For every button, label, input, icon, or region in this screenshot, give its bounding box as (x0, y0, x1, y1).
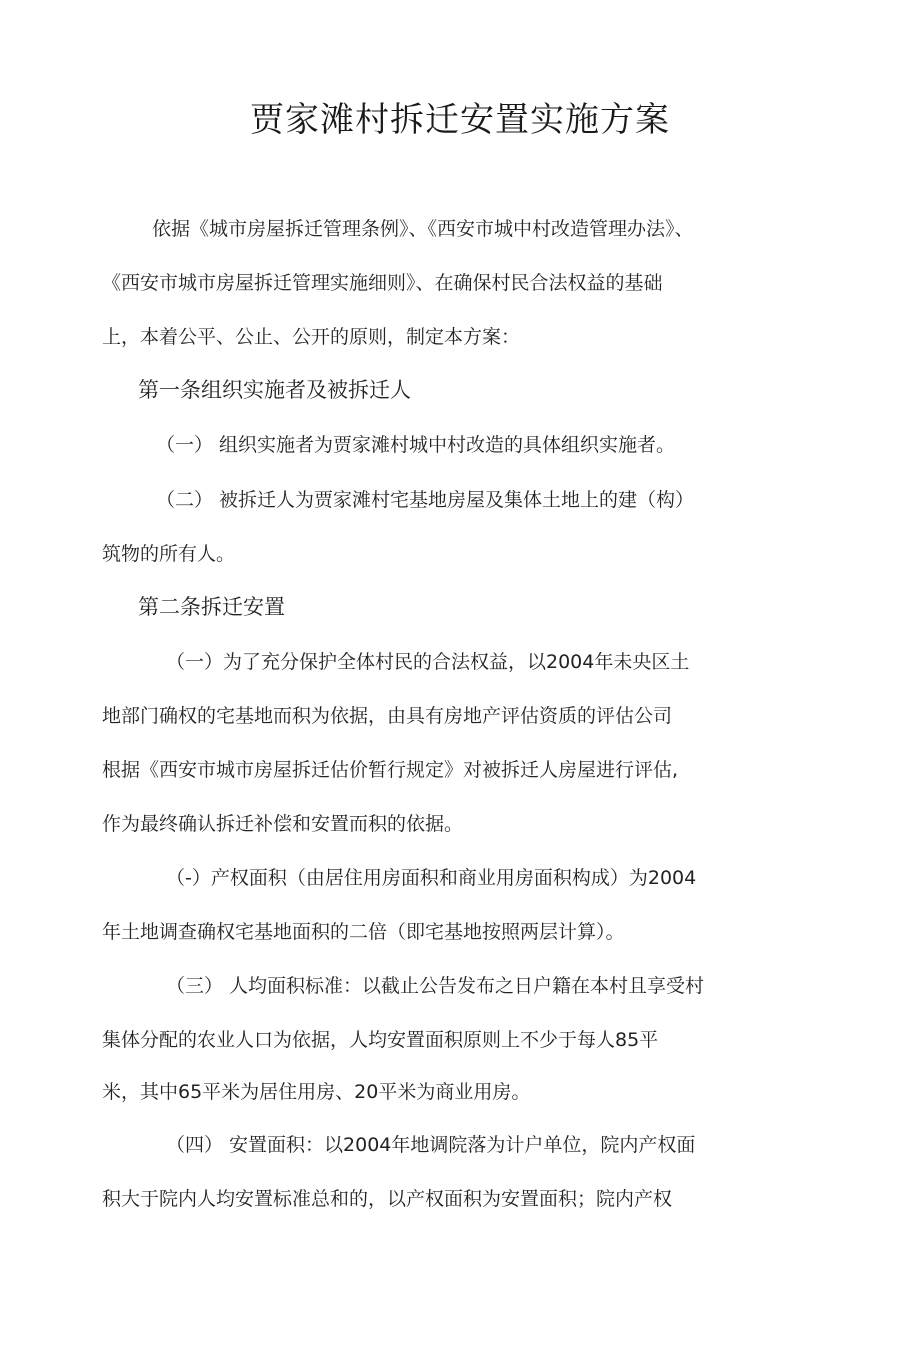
document-title: 贾家滩村拆迁安置实施方案 (250, 100, 670, 140)
paragraph-line: 积大于院内人均安置标准总和的，以产权面积为安置面积；院内产权 (102, 1188, 673, 1210)
paragraph-line: （一）为了充分保护全体村民的合法权益，以2004年未央区土 (166, 651, 690, 673)
paragraph-line: 米，其中65平米为居住用房、20平米为商业用房。 (102, 1081, 531, 1103)
article-heading-1: 第一条组织实施者及被拆迁人 (138, 378, 411, 402)
paragraph-line: 集体分配的农业人口为依据，人均安置面积原则上不少于每人85平 (102, 1029, 659, 1051)
paragraph-line: 地部门确权的宅基地而积为依据，由具有房地产评估资质的评估公司 (102, 705, 673, 727)
paragraph-line: 年土地调查确权宅基地面积的二倍（即宅基地按照两层计算）。 (102, 921, 625, 943)
paragraph-line: （三） 人均面积标准：以截止公告发布之日户籍在本村且享受村 (166, 975, 705, 997)
paragraph-line: （一） 组织实施者为贾家滩村城中村改造的具体组织实施者。 (156, 434, 676, 456)
paragraph-line: 《西安市城市房屋拆迁管理实施细则》、在确保村民合法权益的基础 (102, 272, 663, 294)
paragraph-line: 上，本着公平、公止、公开的原则，制定本方案： (102, 326, 521, 348)
paragraph-line: （-）产权面积（由居住用房面积和商业用房面积构成）为2004 (166, 867, 697, 889)
paragraph-line: 根据《西安市城市房屋拆迁估价暂行规定》对被拆迁人房屋进行评估, (102, 759, 679, 781)
paragraph-line: （二） 被拆迁人为贾家滩村宅基地房屋及集体土地上的建（构） (156, 489, 695, 511)
paragraph-line: 筑物的所有人。 (102, 543, 236, 565)
paragraph-line: （四） 安置面积：以2004年地调院落为计户单位，院内产权面 (166, 1134, 696, 1156)
paragraph-line: 依据《城市房屋拆迁管理条例》、《西安市城中村改造管理办法》、 (152, 218, 694, 240)
paragraph-line: 作为最终确认拆迁补偿和安置而积的依据。 (102, 813, 464, 835)
article-heading-2: 第二条拆迁安置 (138, 595, 285, 619)
